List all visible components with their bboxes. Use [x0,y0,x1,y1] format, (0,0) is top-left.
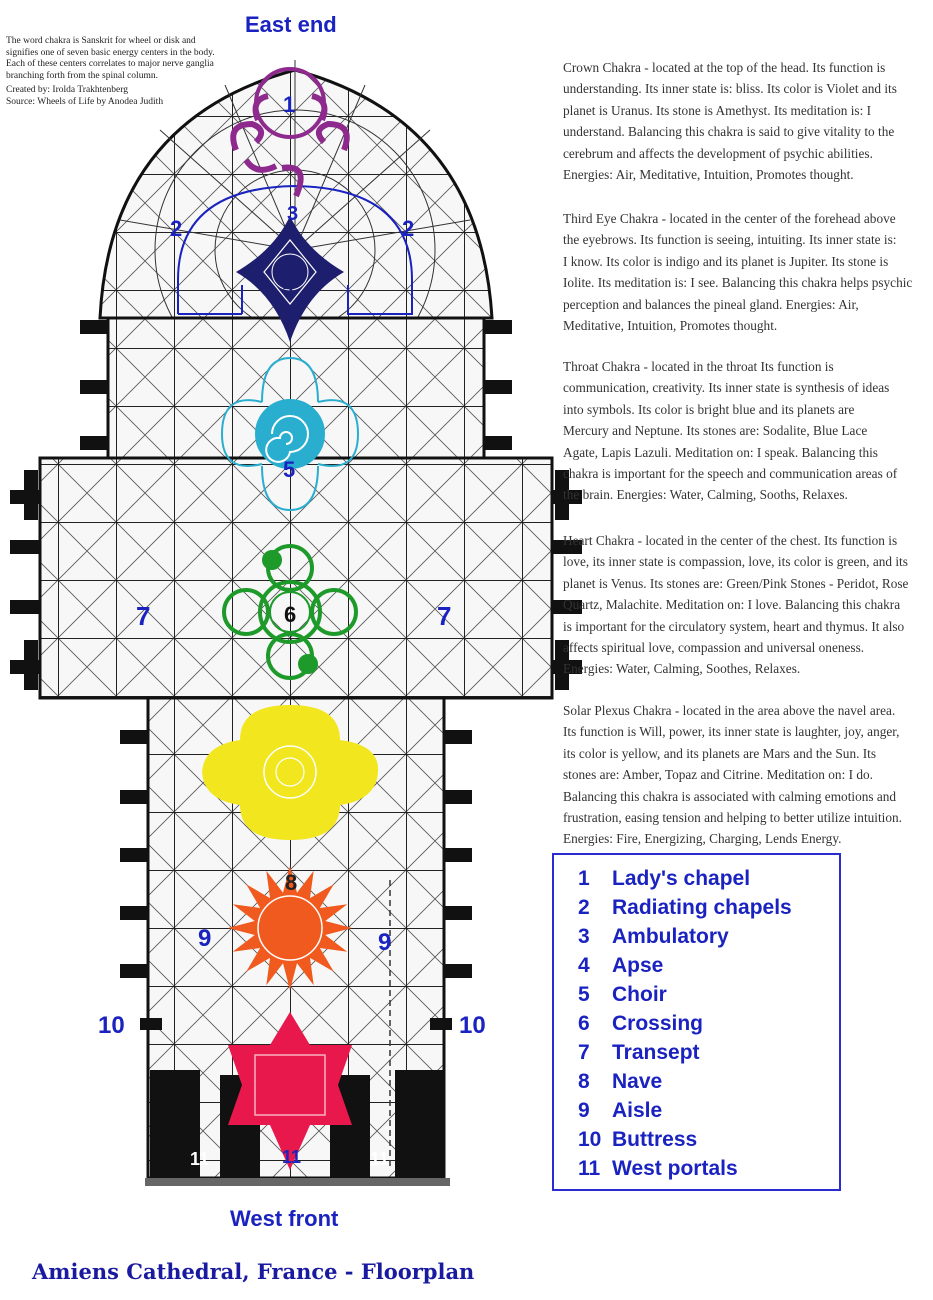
solar-plexus-chakra-description [563,700,933,850]
desc-line: the brain. Energies: Water, Calming, Sooths, Relaxes. [563,487,848,503]
legend-item [578,1157,839,1186]
legend-number: 5 [578,983,590,1006]
legend-number: 9 [578,1099,590,1122]
desc-line: the eyebrows. Its function is seeing, intuiting. Its inner state is: [563,232,897,248]
label-nave: 8 [285,870,298,895]
intro-line: Each of these centers correlates to major nerve ganglia [6,59,214,69]
label-crossing: 6 [284,602,297,627]
desc-line: Energies: Air, Meditative, Intuition, Promotes thought. [563,166,854,182]
third-eye-chakra-description [563,208,933,336]
desc-line: understanding. Its inner state is: bliss. Its color is Violet and its [563,81,897,97]
throat-chakra-description [563,356,933,506]
legend-label: Choir [612,983,667,1006]
legend-label: Buttress [612,1128,698,1151]
label-portal-left: 11 [190,1149,210,1169]
desc-line: affects spiritual love, compassion and universal oneness. [563,639,865,655]
legend-number: 7 [578,1041,590,1064]
created-by: Created by: Irolda Trakhtenberg [6,85,128,95]
desc-line: Quartz, Malachite. Meditation on: I love. Balancing this chakra [563,597,901,613]
label-portal-center: 11 [282,1147,302,1167]
desc-line: Balancing this chakra is associated with calming emotions and [563,788,897,804]
source-credit: Source: Wheels of Life by Anodea Judith [6,96,164,107]
legend-item [578,925,839,954]
desc-line: love, its inner state is compassion, love, its color is green, and its [563,554,908,570]
desc-line: Third Eye Chakra - located in the center of the forehead above [563,211,896,226]
label-radiating-chapel-right: 2 [402,216,415,241]
label-aisle-left: 9 [198,925,212,952]
legend-label: Crossing [612,1012,704,1035]
legend-label: Ambulatory [612,925,729,948]
desc-line: Mercury and Neptune. Its stones are: Sodalite, Blue Lace [563,423,868,439]
legend-label: Apse [612,954,664,977]
legend-item [578,1012,839,1041]
intro-note [6,36,226,108]
desc-line: Its function is Will, power, its inner state is laughter, joy, anger, [563,724,900,740]
legend-label: West portals [612,1157,738,1180]
legend-item [578,1128,839,1157]
legend-number: 1 [578,867,590,890]
legend-label: Radiating chapels [612,896,792,919]
legend-label: Transept [612,1041,700,1064]
legend-number: 8 [578,1070,590,1093]
desc-line: cerebrum and affects the development of psychic abilities. [563,145,873,161]
legend-label: Lady's chapel [612,867,751,890]
label-apse: 4 [283,275,295,297]
label-ambulatory: 3 [287,203,299,225]
legend-item [578,867,839,896]
label-aisle-right: 9 [378,929,392,956]
desc-line: Throat Chakra - located in the throat Its function is [563,359,834,374]
desc-line: Agate, Lapis Lazuli. Meditation on: I speak. Balancing this [563,444,878,460]
legend-item [578,1099,839,1128]
label-transept-left: 7 [136,601,151,631]
legend-item [578,954,839,983]
label-buttress-right: 10 [459,1012,486,1039]
legend-item [578,896,839,925]
label-transept-right: 7 [437,601,452,631]
desc-line: is important for the circulatory system, heart and thymus. It also [563,618,905,634]
desc-line: Solar Plexus Chakra - located in the area above the navel area. [563,703,896,718]
label-choir: 5 [283,457,296,482]
east-end-heading: East end [245,12,337,37]
label-buttress-left: 10 [98,1012,125,1039]
intro-line: The word chakra is Sanskrit for wheel or disk and [6,36,196,46]
label-portal-right: 11 [370,1149,390,1169]
legend-item [578,1041,839,1070]
desc-line: understand. Balancing this chakra is said to give vitality to the [563,124,895,140]
legend-number: 6 [578,1012,590,1035]
desc-line: Meditative, Intuition, Promotes thought. [563,317,778,333]
legend-number: 2 [578,896,590,919]
west-front-heading: West front [230,1206,339,1231]
desc-line: planet is Uranus. Its stone is Amethyst. Its meditation is: I [563,102,872,118]
desc-line: Heart Chakra - located in the center of the chest. Its function is [563,533,898,548]
label-radiating-chapel-left: 2 [170,216,183,241]
desc-line: Energies: Fire, Energizing, Charging, Lends Energy. [563,831,842,847]
desc-line: communication, creativity. Its inner state is synthesis of ideas [563,380,890,396]
desc-line: Energies: Water, Calming, Soothes, Relaxes. [563,661,801,677]
desc-line: planet is Venus. Its stones are: Green/Pink Stones - Peridot, Rose [563,575,909,591]
desc-line: chakra is important for the speech and communication areas of [563,465,898,481]
desc-line: its color is yellow, and its planets are Mars and the Sun. Its [563,745,877,761]
desc-line: I know. Its color is indigo and its planet is Jupiter. Its stone is [563,253,889,269]
legend-label: Nave [612,1070,663,1093]
desc-line: frustration, easing tension and helping to better utilize intuition. [563,809,902,825]
crown-chakra-description [563,57,933,185]
desc-line: perception and balances the pineal gland. Energies: Air, [563,296,859,312]
desc-line: Iolite. Its meditation is: I see. Balancing this chakra helps psychic [563,275,913,291]
legend-number: 4 [578,954,590,977]
legend-item [578,983,839,1012]
floorplan-legend [552,853,841,1191]
intro-line: branching forth from the spinal column. [6,70,158,81]
transept [40,458,552,698]
intro-line: signifies one of seven basic energy centers in the body. [6,47,215,58]
legend-number: 10 [578,1128,602,1151]
legend-number: 11 [578,1157,601,1180]
desc-line: into symbols. Its color is bright blue and its planets are [563,401,855,417]
desc-line: Crown Chakra - located at the top of the head. Its function is [563,60,886,75]
legend-number: 3 [578,925,590,948]
legend-item [578,1070,839,1099]
legend-label: Aisle [612,1099,663,1122]
page-title: Amiens Cathedral, France - Floorplan [32,1259,475,1284]
heart-chakra-description [563,530,933,680]
desc-line: stones are: Amber, Topaz and Citrine. Meditation on: I do. [563,767,873,783]
label-lady-chapel: 1 [283,92,296,117]
